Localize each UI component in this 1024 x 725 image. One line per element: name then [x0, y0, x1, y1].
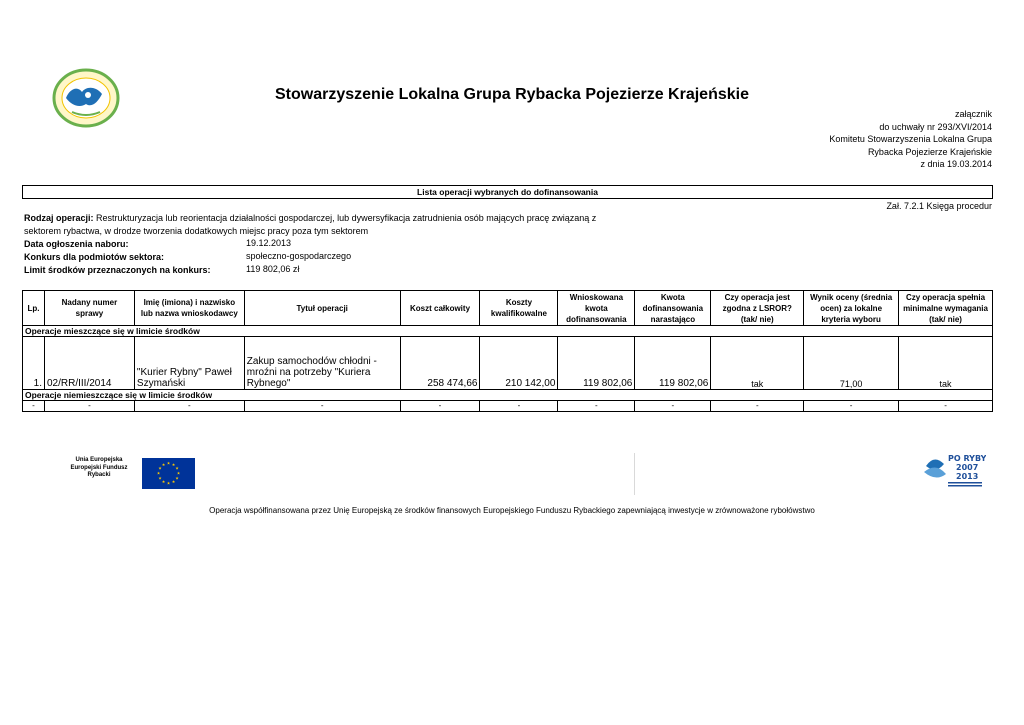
sector-value: społeczno-gospodarczego — [246, 251, 352, 261]
footer-note: Operacja współfinansowana przez Unię Europejską ze środków finansowych Europejskiego Funduszu Rybackiego zapewniającą inwestycje w zrównoważone rybołówstwo — [209, 506, 815, 515]
dash-cell: - — [558, 401, 635, 412]
list-title: Lista operacji wybranych do dofinansowania — [22, 185, 993, 199]
meta-line: Komitetu Stowarzyszenia Lokalna Grupa — [829, 134, 992, 144]
svg-text:★: ★ — [171, 462, 176, 467]
date-label — [24, 238, 129, 251]
table-row-empty — [23, 401, 993, 412]
limit-label — [24, 264, 211, 277]
col-header: Imię (imiona) i nazwisko lub nazwa wnioskodawcy — [134, 291, 244, 326]
divider — [634, 453, 635, 495]
dash-cell: - — [635, 401, 711, 412]
col-header: Czy operacja jest zgodna z LSROR? (tak/ nie) — [711, 291, 804, 326]
svg-text:★: ★ — [175, 465, 179, 471]
cell-minimalne: tak — [899, 337, 993, 390]
svg-text:★: ★ — [176, 470, 181, 476]
cell-tytul: Zakup samochodów chłodni - mroźni na potrzeby "Kuriera Rybnego" — [244, 337, 400, 390]
date-label-text: Data ogłoszenia naboru: — [24, 239, 129, 249]
col-header: Koszt całkowity — [400, 291, 480, 326]
sector-label — [24, 251, 164, 264]
col-header: Wynik oceny (średnia ocen) za lokalne kryteria wyboru — [804, 291, 899, 326]
svg-text:★: ★ — [156, 470, 161, 476]
svg-text:PO RYBY: PO RYBY — [948, 454, 986, 463]
svg-text:★: ★ — [171, 479, 176, 484]
dash-cell: - — [134, 401, 244, 412]
dash-cell: - — [711, 401, 804, 412]
svg-text:★: ★ — [166, 480, 171, 486]
cell-lp: 1. — [23, 337, 45, 390]
meta-line: załącznik — [954, 109, 992, 119]
svg-text:★: ★ — [158, 475, 162, 481]
svg-text:2007: 2007 — [956, 463, 979, 472]
operation-type — [24, 212, 596, 225]
col-header: Nadany numer sprawy — [44, 291, 134, 326]
po-ryby-logo — [922, 452, 986, 488]
dash-cell: - — [244, 401, 400, 412]
sector-label-text: Konkurs dla podmiotów sektora: — [24, 252, 165, 262]
dash-cell: - — [44, 401, 134, 412]
col-header: Tytuł operacji — [244, 291, 400, 326]
dash-cell: - — [23, 401, 45, 412]
svg-text:★: ★ — [175, 475, 179, 481]
svg-text:★: ★ — [166, 460, 171, 466]
meta-line: do uchwały nr 293/XVI/2014 — [879, 121, 992, 132]
cell-zgodna: tak — [711, 337, 804, 390]
operations-table — [22, 290, 993, 412]
eu-flag-icon — [142, 458, 195, 489]
svg-text:★: ★ — [161, 479, 166, 484]
col-header: Wnioskowana kwota dofinansowania — [558, 291, 635, 326]
table-header-row — [23, 291, 993, 326]
col-header: Kwota dofinansowania narastająco — [635, 291, 711, 326]
cell-narastajaco: 119 802,06 — [635, 337, 711, 390]
cell-koszt: 258 474,66 — [400, 337, 480, 390]
dash-cell: - — [480, 401, 558, 412]
operation-type-cont: sektorem rybactwa, w drodze tworzenia dodatkowych miejsc pracy poza tym sektorem — [24, 226, 369, 236]
table-row — [23, 337, 993, 390]
eu-fund-label: Unia Europejska Europejski Fundusz Rybacki — [70, 457, 128, 478]
date-value: 19.12.2013 — [246, 238, 292, 248]
svg-text:2013: 2013 — [956, 472, 979, 481]
attachment-meta — [692, 108, 992, 171]
col-header: Koszty kwalifikowalne — [480, 291, 558, 326]
section-label: Operacje mieszczące się w limicie środków — [23, 326, 993, 337]
dash-cell: - — [804, 401, 899, 412]
col-header: Czy operacja spełnia minimalne wymagania (tak/ nie) — [899, 291, 993, 326]
dash-cell: - — [400, 401, 480, 412]
cell-wynik: 71,00 — [804, 337, 899, 390]
section-row-in-limit — [23, 326, 993, 337]
procedure-ref: Zał. 7.2.1 Księga procedur — [886, 201, 992, 211]
limit-label-text: Limit środków przeznaczonych na konkurs: — [24, 265, 211, 275]
operation-type-value: Restrukturyzacja lub reorientacja działalności gospodarczej, lub dywersyfikacja zatrudnienia osób mających pracę związaną z — [96, 213, 597, 223]
dash-cell: - — [899, 401, 993, 412]
svg-text:★: ★ — [161, 462, 166, 467]
operation-type-label: Rodzaj operacji: — [24, 213, 94, 223]
cell-wnioskodawca: "Kurier Rybny" Paweł Szymański — [134, 337, 244, 390]
limit-value: 119 802,06 zł — [246, 264, 300, 274]
cell-numer: 02/RR/III/2014 — [44, 337, 134, 390]
svg-text:★: ★ — [158, 465, 162, 471]
section-row-out-limit — [23, 390, 993, 401]
page-title: Stowarzyszenie Lokalna Grupa Rybacka Pojezierze Krajeńskie — [275, 86, 749, 103]
cell-kwalifikowalne: 210 142,00 — [480, 337, 558, 390]
col-header: Lp. — [23, 291, 45, 326]
meta-line: z dnia 19.03.2014 — [920, 159, 992, 169]
cell-wnioskowana: 119 802,06 — [558, 337, 635, 390]
section-label: Operacje niemieszczące się w limicie środków — [23, 390, 993, 401]
meta-line: Rybacka Pojezierze Krajeńskie — [867, 146, 992, 157]
